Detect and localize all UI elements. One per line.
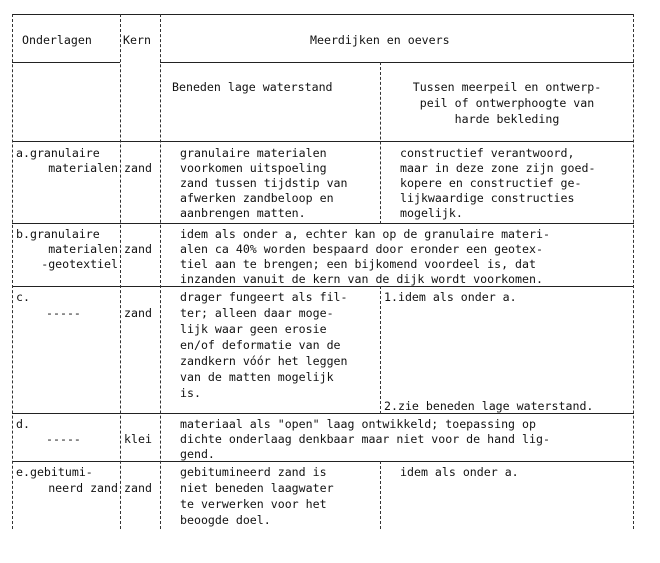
rule-right: [633, 14, 634, 529]
row-a-label-line-1: a.granulaire: [16, 146, 100, 160]
row-b-label-line-3: -geotextiel: [41, 257, 118, 271]
row-d-text-line-2: dichte onderlaag denkbaar maar niet voor de hand lig-: [180, 432, 550, 446]
row-a-right-line-2: maar in deze zone zijn goed-: [400, 161, 596, 175]
row-a-right-line-3: kopere en constructief ge-: [400, 176, 582, 190]
header-kern: Kern: [123, 33, 151, 47]
rule-top: [12, 14, 634, 15]
row-e-label-line-2: neerd zand: [48, 481, 118, 495]
row-d-text-line-1: materiaal als "open" laag ontwikkeld; toepassing op: [180, 417, 536, 431]
row-c-left-line-2: ter; alleen daar moge-: [180, 306, 334, 320]
header-meerdijken: Meerdijken en oevers: [310, 33, 450, 47]
rule-after-row-a: [12, 223, 634, 224]
row-a-left-line-5: aanbrengen matten.: [180, 206, 306, 220]
row-c-right-bottom: 2.zie beneden lage waterstand.: [384, 399, 594, 413]
row-c-left-line-1: drager fungeert als fil-: [180, 290, 348, 304]
row-a-kern: zand: [124, 161, 152, 175]
row-a-left-line-2: voorkomen uitspoeling: [180, 161, 327, 175]
rule-col1-col2: [120, 14, 121, 529]
rule-left: [12, 14, 13, 529]
rule-subcols-a: [380, 62, 381, 224]
row-e-left-line-2: niet beneden laagwater: [180, 481, 334, 495]
row-d-kern: klei: [124, 432, 152, 446]
row-c-label-line-2: -----: [46, 306, 81, 320]
subheader-tussen-line-3: harde bekleding: [454, 112, 560, 126]
row-e-left-line-3: te verwerken voor het: [180, 497, 327, 511]
row-b-text-line-3: tiel aan te brengen; een bijkomend voordeel is, dat: [180, 257, 536, 271]
rule-col2-col3: [160, 14, 161, 529]
row-b-label-line-2: materialen: [48, 242, 118, 256]
row-a-right-line-5: mogelijk.: [400, 206, 463, 220]
row-a-right-line-4: lijkwaardige constructies: [400, 191, 575, 205]
row-b-label-line-1: b.granulaire: [16, 227, 100, 241]
rule-after-subheader: [12, 141, 634, 142]
rule-subcols-c: [380, 286, 381, 414]
row-d-text-line-3: gend.: [180, 447, 215, 461]
header-onderlagen: Onderlagen: [22, 33, 92, 47]
row-c-left-line-4: en/of deformatie van de: [180, 338, 341, 352]
row-a-right-line-1: constructief verantwoord,: [400, 146, 575, 160]
row-d-label-line-2: -----: [46, 432, 81, 446]
rule-subcols-e: [380, 461, 381, 529]
row-e-label-line-1: e.gebitumi-: [16, 465, 93, 479]
subheader-tussen-line-2: peil of ontwerphoogte van: [419, 96, 595, 110]
row-c-left-line-3: lijk waar geen erosie: [180, 322, 327, 336]
subheader-tussen-line-1: Tussen meerpeil en ontwerp-: [412, 80, 602, 94]
row-c-left-line-5: zandkern vóór het leggen: [180, 354, 348, 368]
rule-under-col1: [12, 62, 120, 63]
rule-header-split: [160, 62, 634, 63]
row-a-left-line-4: afwerken zandbeloop en: [180, 191, 334, 205]
row-e-kern: zand: [124, 481, 152, 495]
row-e-left-line-1: gebitumineerd zand is: [180, 465, 327, 479]
row-b-text-line-2: alen ca 40% worden bespaard door eronder een geotex-: [180, 242, 543, 256]
row-d-label-line-1: d.: [16, 417, 30, 431]
row-b-kern: zand: [124, 242, 152, 256]
rule-after-row-d: [12, 461, 634, 462]
row-b-text-line-4: inzanden vanuit de kern van de dijk wordt voorkomen.: [180, 272, 543, 286]
row-c-kern: zand: [124, 306, 152, 320]
row-e-left-line-4: beoogde doel.: [180, 513, 271, 527]
row-c-left-line-7: is.: [180, 386, 201, 400]
row-a-label-line-2: materialen: [48, 161, 118, 175]
row-c-right-top: 1.idem als onder a.: [384, 290, 517, 304]
row-a-left-line-1: granulaire materialen: [180, 146, 327, 160]
row-a-left-line-3: zand tussen tijdstip van: [180, 176, 348, 190]
row-c-left-line-6: van de matten mogelijk: [180, 370, 334, 384]
subheader-beneden: Beneden lage waterstand: [172, 80, 333, 94]
row-e-right-line-1: idem als onder a.: [400, 465, 519, 479]
row-c-label-line-1: c.: [16, 290, 30, 304]
row-b-text-line-1: idem als onder a, echter kan op de granulaire materi-: [180, 227, 550, 241]
